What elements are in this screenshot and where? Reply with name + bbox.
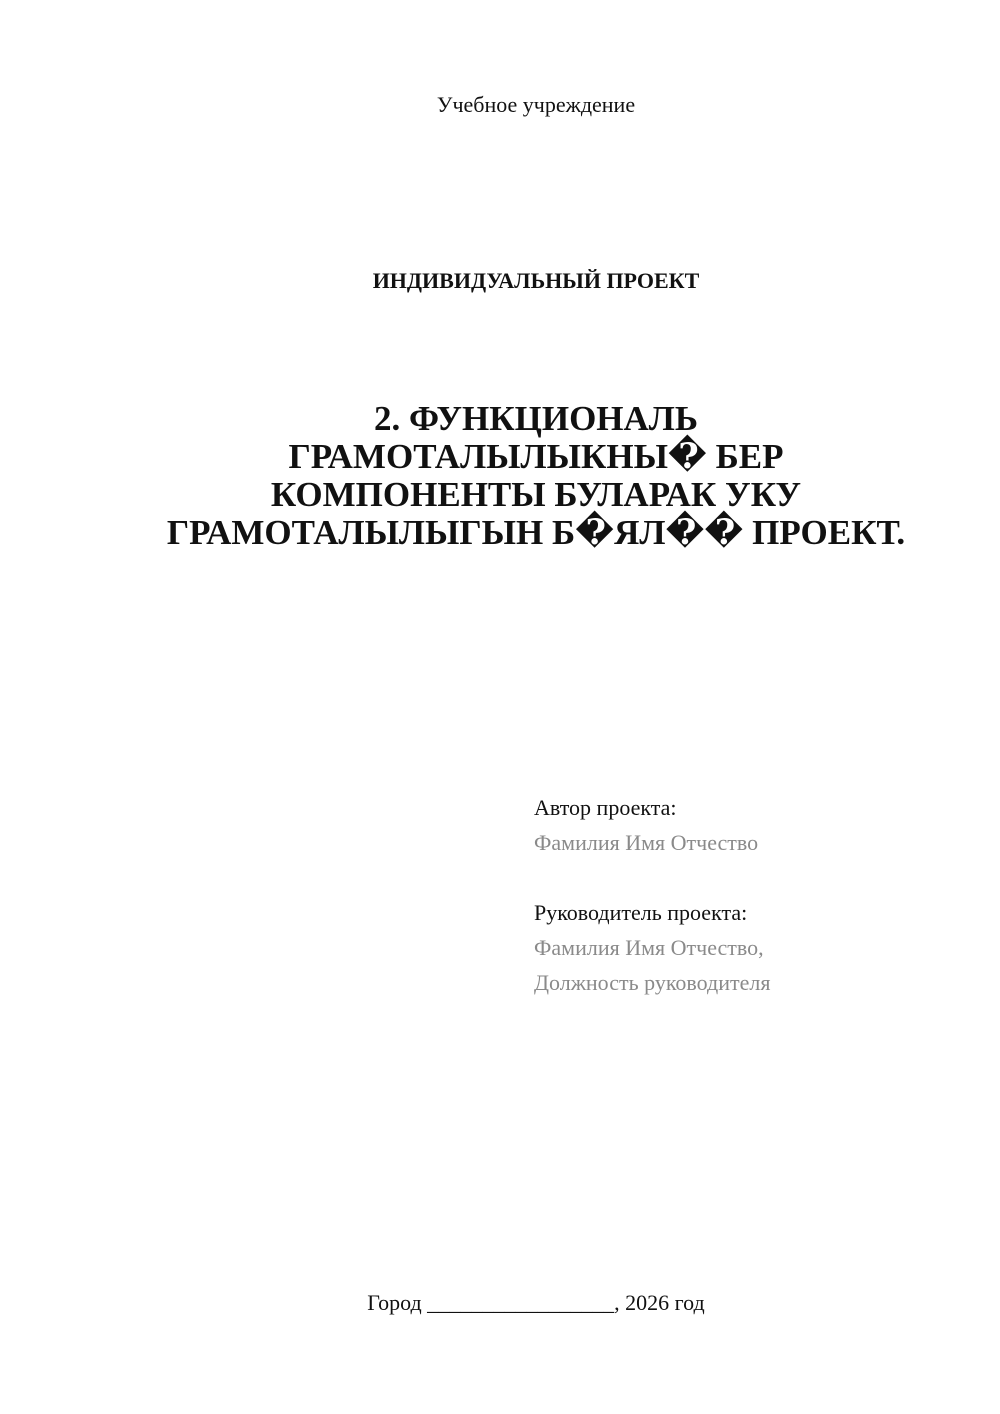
city-year-line: Город _________________, 2026 год xyxy=(367,1290,705,1315)
project-title xyxy=(0,400,1000,552)
supervisor-position: Должность руководителя xyxy=(534,970,771,995)
institution-name: Учебное учреждение xyxy=(436,92,636,117)
supervisor-name: Фамилия Имя Отчество, xyxy=(534,935,764,960)
document-type: ИНДИВИДУАЛЬНЫЙ ПРОЕКТ xyxy=(372,268,700,293)
project-title-line: 2. ФУНКЦИОНАЛЬ xyxy=(373,399,699,438)
supervisor-label: Руководитель проекта: xyxy=(534,900,748,925)
project-title-line: ГРАМОТАЛЫЛЫКНЫ� БЕР xyxy=(288,437,784,476)
author-label: Автор проекта: xyxy=(534,795,677,820)
author-name: Фамилия Имя Отчество xyxy=(534,830,759,855)
project-title-line: ГРАМОТАЛЫЛЫГЫН Б�ЯЛ�� ПРОЕКТ. xyxy=(166,513,906,552)
project-title-line: КОМПОНЕНТЫ БУЛАРАК УКУ xyxy=(270,475,802,514)
authors-block xyxy=(534,790,770,1000)
spacer xyxy=(534,860,770,895)
